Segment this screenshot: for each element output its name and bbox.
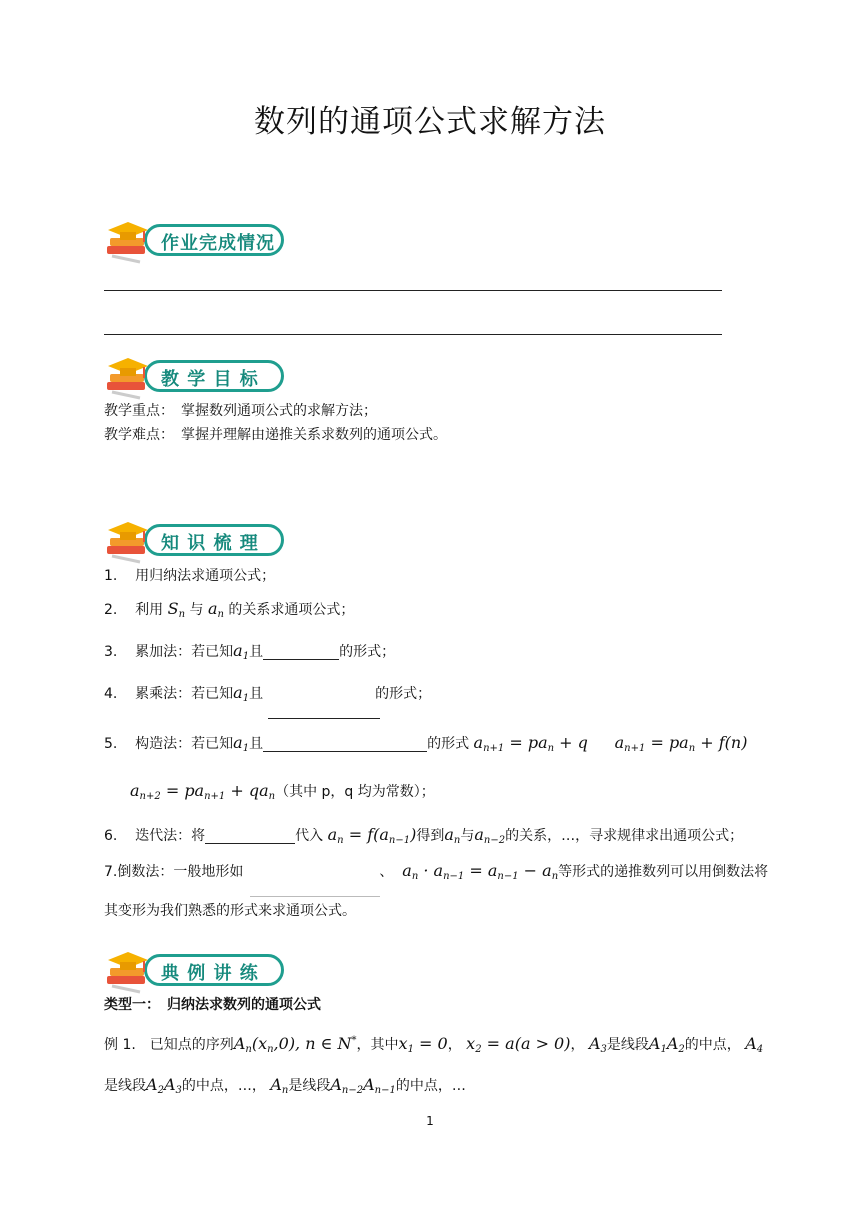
item-text: 其变形为我们熟悉的形式来求通项公式。: [104, 903, 356, 919]
answer-line[interactable]: [104, 334, 722, 335]
example-type-heading: 类型一： 归纳法求数列的通项公式: [104, 997, 321, 1013]
knowledge-item-5: [104, 732, 747, 760]
math-reciprocal-form: $a_n \cdot a_{n-1} = a_{n-1} - a_n$: [402, 861, 559, 882]
knowledge-item-3: [104, 640, 395, 668]
answer-line[interactable]: [104, 290, 722, 291]
math-x2: $x_2 = a(a > 0)$: [466, 1034, 571, 1055]
item-number: 5.: [104, 736, 118, 752]
example-1-line-2: [104, 1074, 466, 1102]
item-text: 累加法：若已知: [135, 644, 234, 660]
knowledge-item-5-cont: [130, 780, 435, 808]
item-text: 等形式的递推数列可以用倒数法将: [558, 864, 769, 880]
math-a4: $A_4$: [745, 1034, 764, 1055]
math-a1: $a_1$: [233, 683, 250, 704]
item-text: 的关系求通项公式；: [228, 602, 355, 618]
item-text: 累乘法：若已知: [135, 686, 234, 702]
item-text: 的形式；: [375, 686, 432, 702]
item-text: 的关系，…，寻求规律求出通项公式；: [505, 828, 744, 844]
math-a1: $a_1$: [233, 733, 250, 754]
goal-key-label: 教学重点：: [104, 403, 167, 419]
item-text: 且: [249, 736, 264, 752]
math-an: $a_n$: [444, 825, 461, 846]
knowledge-item-2: [104, 598, 354, 626]
math-sn: $S_n$: [167, 599, 186, 620]
item-text: 的形式；: [339, 644, 396, 660]
item-text: 代入: [295, 828, 324, 844]
item-text: 用归纳法求通项公式；: [135, 568, 276, 584]
fill-blank[interactable]: [268, 718, 380, 719]
section-badge-knowledge: [104, 516, 280, 560]
item-text: 是线段: [288, 1078, 331, 1094]
badge-pill: [144, 360, 284, 392]
item-text: 与: [460, 828, 475, 844]
item-text: 得到: [416, 828, 445, 844]
knowledge-item-7: [104, 860, 768, 888]
math-a3: $A_3$: [588, 1034, 607, 1055]
math-recurrence-linear: $a_{n+1} = pa_n + q$: [473, 733, 588, 754]
knowledge-item-6: [104, 824, 743, 852]
math-x1: $x_1 = 0$: [398, 1034, 448, 1055]
item-text: 与: [189, 602, 204, 618]
badge-label: 典 例 讲 练: [161, 963, 259, 984]
math-a1: $a_1$: [233, 641, 250, 662]
item-text: 的中点，…: [395, 1078, 466, 1094]
badge-pill: [144, 524, 284, 556]
math-point-sequence: $A_n(x_n,0)$, n ∈ N*: [233, 1034, 357, 1055]
knowledge-item-4: [104, 682, 431, 710]
item-text: ，其中: [356, 1037, 399, 1053]
badge-pill: [144, 224, 284, 256]
badge-label: 知 识 梳 理: [161, 533, 259, 554]
item-number: 6.: [104, 828, 118, 844]
item-text: 、: [379, 864, 394, 880]
goal-hard-text: 掌握并理解由递推关系求数列的通项公式。: [181, 427, 447, 443]
item-text: 迭代法：将: [135, 828, 206, 844]
item-number: 3.: [104, 644, 118, 660]
math-recurrence-fn: $a_{n+1} = pa_n + f(n)$: [614, 733, 748, 754]
math-an-2: $a_{n-2}$: [474, 825, 506, 846]
math-an2an1: $A_{n-2}A_{n-1}$: [330, 1075, 396, 1096]
item-text: 例 1. 已知点的序列: [104, 1037, 234, 1053]
page-title: 数列的通项公式求解方法: [254, 104, 606, 140]
item-text: 的中点，…，: [181, 1078, 266, 1094]
section-badge-examples: [104, 946, 280, 990]
section-badge-goals: [104, 352, 280, 396]
badge-label: 作业完成情况: [161, 233, 275, 254]
graduation-books-icon: [104, 216, 158, 264]
item-text: 是线段: [606, 1037, 649, 1053]
page-number: 1: [426, 1114, 434, 1128]
math-an-point: $A_n$: [270, 1075, 289, 1096]
item-text: 是线段: [104, 1078, 146, 1094]
math-an: $a_n$: [207, 599, 224, 620]
math-a1a2: $A_1A_2$: [648, 1034, 685, 1055]
badge-label: 教 学 目 标: [161, 369, 259, 390]
item-text: 且: [249, 644, 264, 660]
item-text: 7.倒数法：一般地形如: [104, 864, 244, 880]
item-text: 且: [249, 686, 264, 702]
math-iteration: $a_n = f(a_{n-1})$: [327, 825, 417, 846]
item-text: 构造法：若已知: [135, 736, 234, 752]
goal-hard-label: 教学难点：: [104, 427, 167, 443]
item-number: 4.: [104, 686, 118, 702]
math-a2a3: $A_2A_3$: [146, 1075, 182, 1096]
math-recurrence-second-order: $a_{n+2} = pa_{n+1} + qa_n$: [130, 781, 276, 802]
item-text: 的中点，: [684, 1037, 741, 1053]
item-text: 的形式: [427, 736, 470, 752]
fill-blank[interactable]: [205, 829, 295, 844]
goal-key-text: 掌握数列通项公式的求解方法；: [181, 403, 377, 419]
example-1-line-1: [104, 1030, 763, 1061]
knowledge-item-1: [104, 565, 275, 587]
goal-hard: [104, 424, 447, 446]
graduation-books-icon: [104, 516, 158, 564]
fill-blank[interactable]: [263, 737, 427, 752]
section-badge-homework: [104, 216, 280, 260]
item-text: 利用: [135, 602, 164, 618]
badge-pill: [144, 954, 284, 986]
item-number: 2.: [104, 602, 118, 618]
graduation-books-icon: [104, 352, 158, 400]
fill-blank[interactable]: [263, 645, 339, 660]
fill-blank[interactable]: [250, 896, 380, 897]
item-text: （其中 p，q 均为常数）；: [275, 784, 435, 800]
goal-key: [104, 400, 377, 422]
graduation-books-icon: [104, 946, 158, 994]
item-text: ，: [570, 1037, 585, 1053]
knowledge-item-7-cont: [104, 900, 356, 922]
item-text: ，: [447, 1037, 462, 1053]
item-number: 1.: [104, 568, 118, 584]
